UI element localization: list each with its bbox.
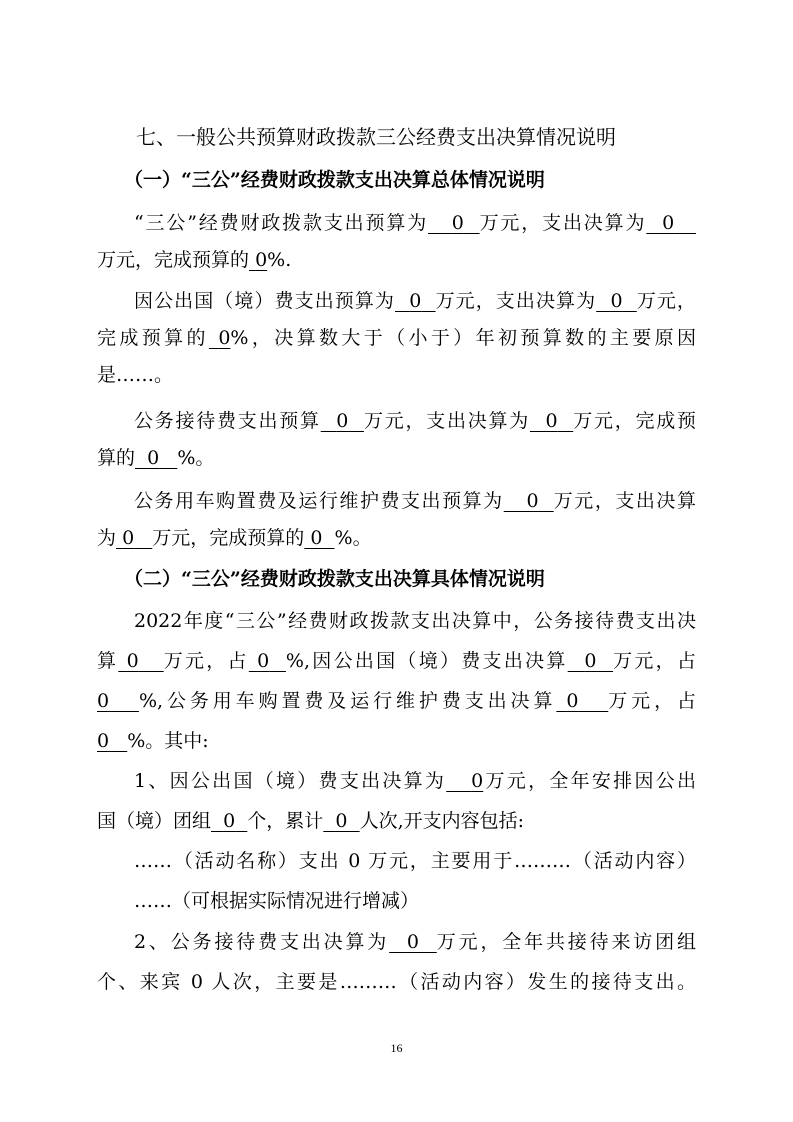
subsection-1-title: （一）“三公”经费财政拨款支出决算总体情况说明 [124, 169, 545, 191]
s2-item-2-line-2: 个、来宾 0 人次，主要是………（活动内容）发生的接待支出。 [97, 971, 696, 993]
s2-paragraph-1-line-3: 0 %,公务用车购置费及运行维护费支出决算 0 万元，占 [97, 690, 696, 712]
s2-item-1-line-3: ……（活动名称）支出 0 万元，主要用于………（活动内容） [134, 850, 696, 872]
s2-item-1-line-2: 国（境）团组 0 个，累计 0 人次,开支内容包括: [97, 810, 525, 832]
s1-paragraph-4-line-1: 公务用车购置费及运行维护费支出预算为 0 万元，支出决算 [134, 490, 696, 512]
s2-paragraph-1-line-2: 算 0 万元，占 0 %,因公出国（境）费支出决算 0 万元，占 [97, 650, 696, 672]
s2-item-2-line-1: 2、公务接待费支出决算为 0 万元，全年共接待来访团组 [134, 931, 696, 953]
s1-paragraph-2-line-1: 因公出国（境）费支出预算为 0 万元，支出决算为 0 万元， [134, 290, 696, 312]
s1-paragraph-2-line-2: 完成预算的 0%，决算数大于（小于）年初预算数的主要原因 [97, 327, 696, 349]
s2-item-1-line-1: 1、因公出国（境）费支出决算为 0万元，全年安排因公出 [134, 770, 696, 792]
s2-item-1-line-4: ……（可根据实际情况进行增减） [134, 890, 420, 912]
page-number: 16 [390, 1041, 403, 1055]
s1-paragraph-1-line-2: 万元，完成预算的 0%. [97, 249, 292, 271]
s1-paragraph-3-line-2: 算的 0 %。 [97, 447, 215, 469]
s1-paragraph-3-line-1: 公务接待费支出预算 0 万元，支出决算为 0 万元，完成预 [134, 410, 696, 432]
s2-paragraph-1-line-4: 0 %。其中: [97, 730, 209, 752]
s1-paragraph-4-line-2: 为 0 万元，完成预算的 0 %。 [97, 527, 372, 549]
subsection-2-title: （二）“三公”经费财政拨款支出决算具体情况说明 [124, 568, 545, 590]
s1-paragraph-1-line-1: “三公”经费财政拨款支出预算为 0 万元，支出决算为 0 [134, 212, 675, 234]
s2-paragraph-1-line-1: 2022年度“三公”经费财政拨款支出决算中，公务接待费支出决 [134, 610, 696, 632]
section-heading: 七、一般公共预算财政拨款三公经费支出决算情况说明 [136, 125, 616, 149]
s1-paragraph-2-line-3: 是……。 [97, 364, 174, 386]
